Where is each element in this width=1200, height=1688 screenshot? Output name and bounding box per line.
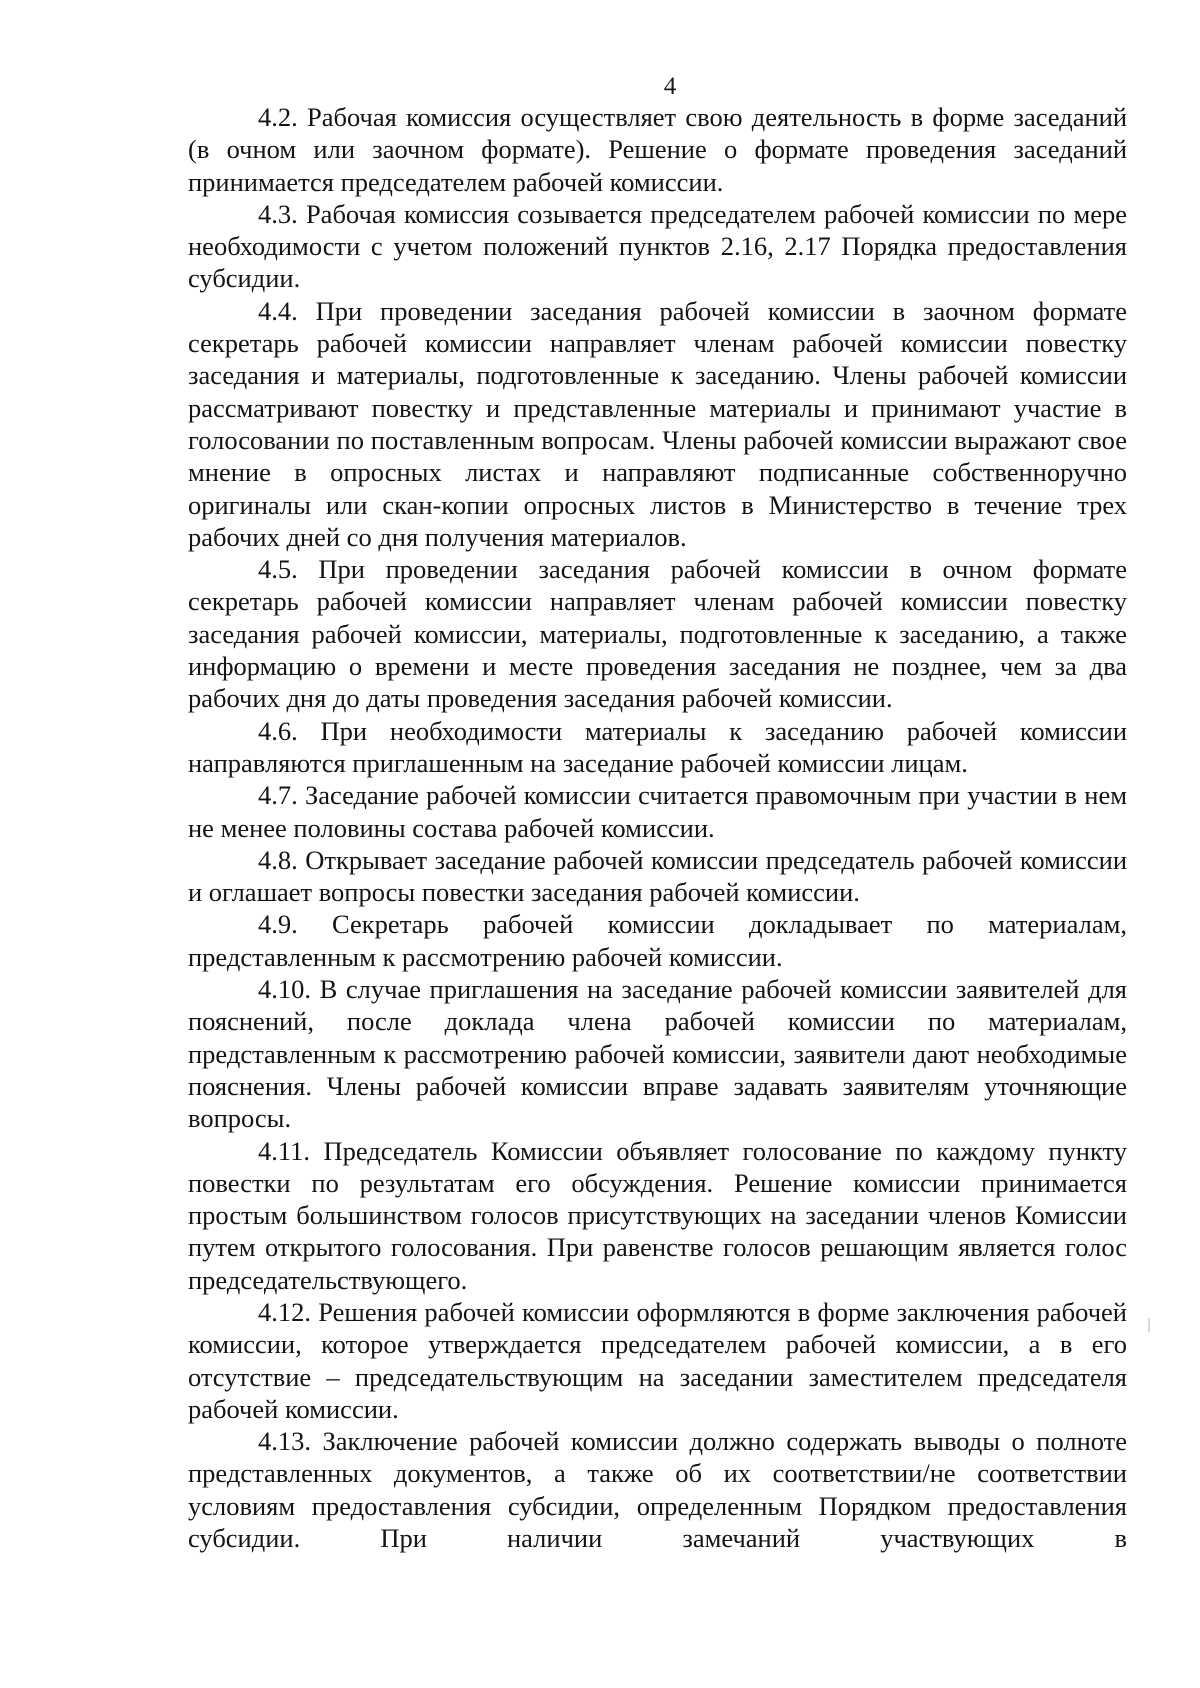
- paragraph-4-2: 4.2. Рабочая комиссия осуществляет свою деятельность в форме заседаний (в очном или заочном формате). Решение о формате проведения заседаний принимается председателем рабочей комиссии.: [188, 102, 1127, 197]
- paragraph-4-3: 4.3. Рабочая комиссия созывается председателем рабочей комиссии по мере необходимости с учетом положений пунктов 2.16, 2.17 Порядка предоставления субсидии.: [188, 198, 1127, 294]
- paragraph-4-7: 4.7. Заседание рабочей комиссии считается правомочным при участии в нем не менее половины состава рабочей комиссии.: [188, 780, 1127, 843]
- paragraph-4-9: 4.9. Секретарь рабочей комиссии докладывает по материалам, представленным к рассмотрению рабочей комиссии.: [188, 909, 1127, 972]
- paragraph-4-8: 4.8. Открывает заседание рабочей комиссии председатель рабочей комиссии и оглашает вопросы повестки заседания рабочей комиссии.: [188, 844, 1127, 908]
- paragraph-4-13: 4.13. Заключение рабочей комиссии должно содержать выводы о полноте представленных документов, а также об их соответствии/не соответствии условиям предоставления субсидии, определенным Порядком предоставления субсидии. При наличии замечаний участвующих в: [188, 1426, 1127, 1554]
- paragraph-4-12: 4.12. Решения рабочей комиссии оформляются в форме заключения рабочей комиссии, которое утверждается председателем рабочей комиссии, а в его отсутствие – председательствующим на заседании заместителем председателя рабочей комиссии.: [188, 1296, 1127, 1424]
- page-number: 4: [663, 73, 677, 100]
- paragraph-4-5: 4.5. При проведении заседания рабочей комиссии в очном формате секретарь рабочей комиссии направляет членам рабочей комиссии повестку заседания рабочей комиссии, материалы, подготовленные к заседанию, а также информацию о времени и месте проведения заседания не позднее, чем за два рабочих дня до даты проведения заседания рабочей комиссии.: [188, 554, 1127, 714]
- document-body: [188, 101, 1127, 1554]
- scan-artifact: [1148, 1318, 1150, 1332]
- paragraph-4-6: 4.6. При необходимости материалы к заседанию рабочей комиссии направляются приглашенным на заседание рабочей комиссии лицам.: [188, 715, 1127, 778]
- paragraph-4-11: 4.11. Председатель Комиссии объявляет голосование по каждому пункту повестки по результатам его обсуждения. Решение комиссии принимается простым большинством голосов присутствующих на заседании членов Комиссии путем открытого голосования. При равенстве голосов решающим является голос председательствующего.: [188, 1135, 1127, 1295]
- paragraph-4-10: 4.10. В случае приглашения на заседание рабочей комиссии заявителей для пояснений, после доклада члена рабочей комиссии по материалам, представленным к рассмотрению рабочей комиссии, заявители дают необходимые пояснения. Члены рабочей комиссии вправе задавать заявителям уточняющие вопросы.: [188, 974, 1127, 1134]
- paragraph-4-4: 4.4. При проведении заседания рабочей комиссии в заочном формате секретарь рабочей комиссии направляет членам рабочей комиссии повестку заседания и материалы, подготовленные к заседанию. Члены рабочей комиссии рассматривают повестку и представленные материалы и принимают участие в голосовании по поставленным вопросам. Члены рабочей комиссии выражают свое мнение в опросных листах и направляют подписанные собственноручно оригиналы или скан-копии опросных листов в Министерство в течение трех рабочих дней со дня получения материалов.: [188, 295, 1127, 552]
